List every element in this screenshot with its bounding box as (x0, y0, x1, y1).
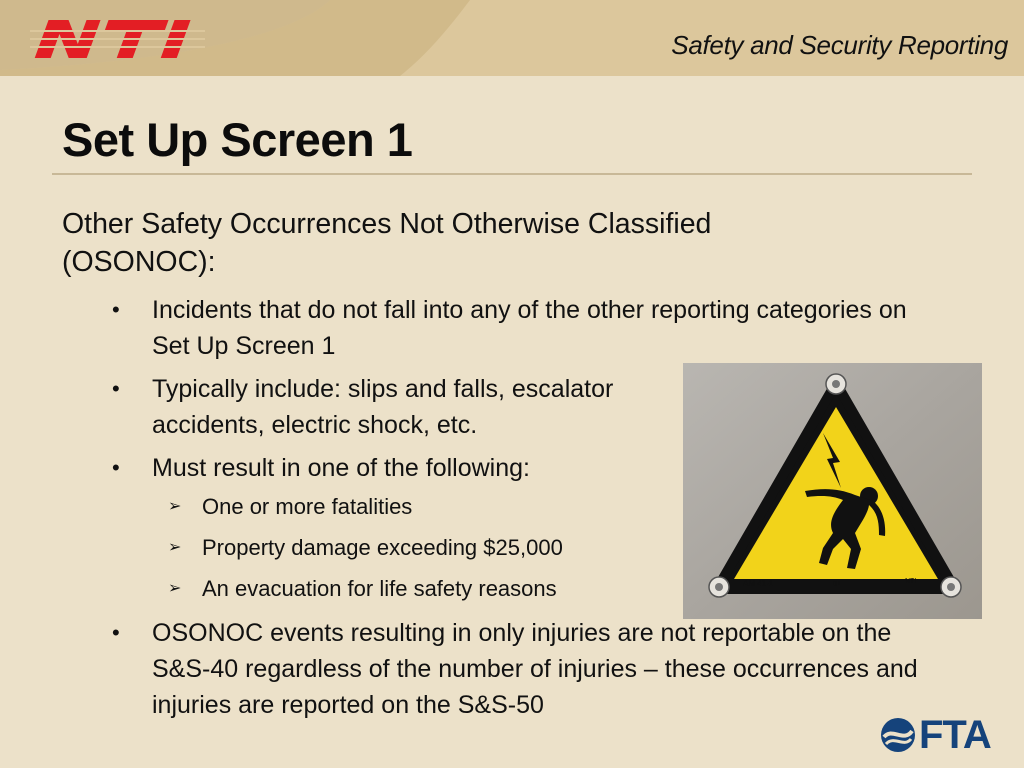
svg-text:AM 41-1: AM 41-1 (743, 579, 774, 588)
bullet-text: OSONOC events resulting in only injuries are not reportable on the S&S-40 regardless of the number of injuries – these occurrences and injuries are reported on the S&S-50 (152, 619, 918, 719)
bullet-text: Typically include: slips and falls, escalator accidents, electric shock, etc. (152, 375, 614, 439)
sub-bullet-text: Property damage exceeding $25,000 (202, 535, 563, 560)
svg-text:NTI: NTI (905, 578, 917, 585)
svg-text:NTI: NTI (30, 16, 32, 17)
bullet-icon: • (112, 376, 120, 401)
list-item (112, 292, 952, 364)
bullet-icon: • (112, 620, 120, 645)
title-divider (52, 173, 972, 175)
bullet-text: Must result in one of the following: (152, 454, 530, 482)
sub-bullet-text: An evacuation for life safety reasons (202, 576, 557, 601)
arrow-bullet-icon: ➢ (168, 498, 182, 515)
electric-shock-warning-photo (683, 363, 982, 619)
bullet-text: Incidents that do not fall into any of the other reporting categories on Set Up Screen 1 (152, 296, 907, 360)
bullet-icon: • (112, 297, 120, 322)
list-item (112, 615, 952, 723)
fta-logo (880, 712, 991, 758)
presentation-title: Safety and Security Reporting (671, 30, 1008, 60)
bullet-icon: • (112, 455, 120, 480)
nti-logo (30, 16, 205, 67)
sub-bullet-text: One or more fatalities (202, 494, 413, 519)
fta-swirl-icon (880, 717, 916, 753)
arrow-bullet-icon: ➢ (168, 580, 182, 597)
fta-text: FTA (919, 712, 991, 757)
slide-title: Set Up Screen 1 (62, 113, 413, 166)
header-band (0, 0, 1024, 76)
arrow-bullet-icon: ➢ (168, 539, 182, 556)
svg-text:01: 01 (833, 581, 841, 588)
intro-text: Other Safety Occurrences Not Otherwise Classified (OSONOC): (62, 208, 712, 278)
